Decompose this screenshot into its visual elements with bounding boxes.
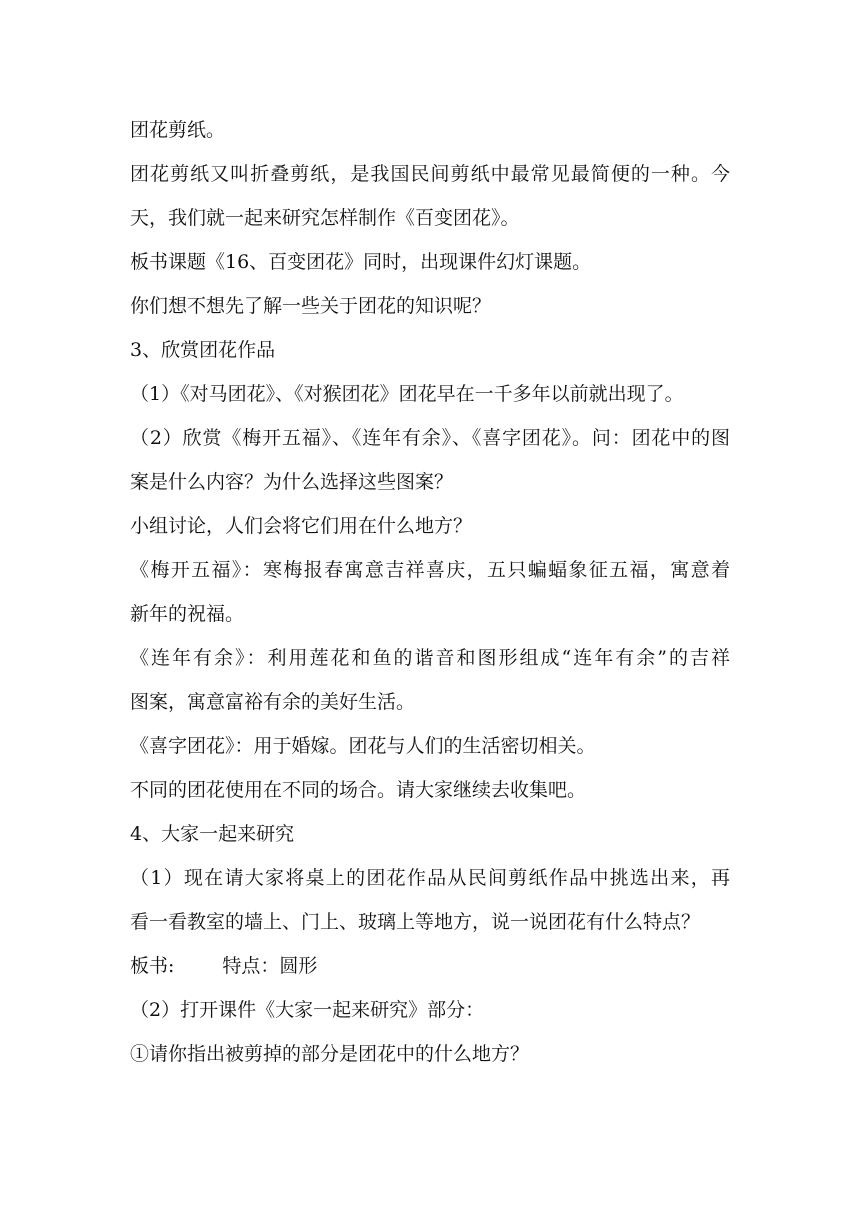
section-heading: 4、大家一起来研究 xyxy=(130,823,295,845)
text-line: 小组讨论，人们会将它们用在什么地方？ xyxy=(130,515,473,537)
board-note-content: 特点：圆形 xyxy=(222,955,318,977)
text-line: 不同的团花使用在不同的场合。请大家继续去收集吧。 xyxy=(130,779,587,801)
text-line: 板书课题《16、百变团花》同时，出现课件幻灯课题。 xyxy=(130,251,592,273)
text-line: 团花剪纸。 xyxy=(130,119,226,141)
text-line: （2）打开课件《大家一起来研究》部分： xyxy=(130,999,485,1021)
text-line: 《连年有余》：利用莲花和鱼的谐音和图形组成“连年有余”的吉祥 xyxy=(130,647,730,669)
text-line: 团花剪纸又叫折叠剪纸，是我国民间剪纸中最常见最简便的一种。今 xyxy=(130,163,730,185)
section-heading: 3、欣赏团花作品 xyxy=(130,339,276,361)
text-line: 天，我们就一起来研究怎样制作《百变团花》。 xyxy=(130,207,520,229)
text-line: （1）现在请大家将桌上的团花作品从民间剪纸作品中挑选出来，再 xyxy=(130,867,730,889)
text-line: 案是什么内容？为什么选择这些图案？ xyxy=(130,471,454,493)
text-line: 图案，寓意富裕有余的美好生活。 xyxy=(130,691,416,713)
board-note-line xyxy=(130,944,730,988)
text-line: （1）《对马团花》、《对猴团花》团花早在一千多年以前就出现了。 xyxy=(130,383,684,405)
text-line: 新年的祝福。 xyxy=(130,603,245,625)
text-line: 你们想不想先了解一些关于团花的知识呢？ xyxy=(130,295,492,317)
text-line: （2）欣赏《梅开五福》、《连年有余》、《喜字团花》。问：团花中的图 xyxy=(130,427,730,449)
text-line: 《梅开五福》：寒梅报春寓意吉祥喜庆，五只蝙蝠象征五福，寓意着 xyxy=(130,559,730,581)
text-line: 《喜字团花》：用于婚嫁。团花与人们的生活密切相关。 xyxy=(130,735,596,757)
text-line: ①请你指出被剪掉的部分是团花中的什么地方？ xyxy=(130,1043,530,1065)
text-line: 看一看教室的墙上、门上、玻璃上等地方，说一说团花有什么特点？ xyxy=(130,911,701,933)
document-body xyxy=(130,108,730,1076)
board-note-label: 板书: xyxy=(130,955,175,977)
